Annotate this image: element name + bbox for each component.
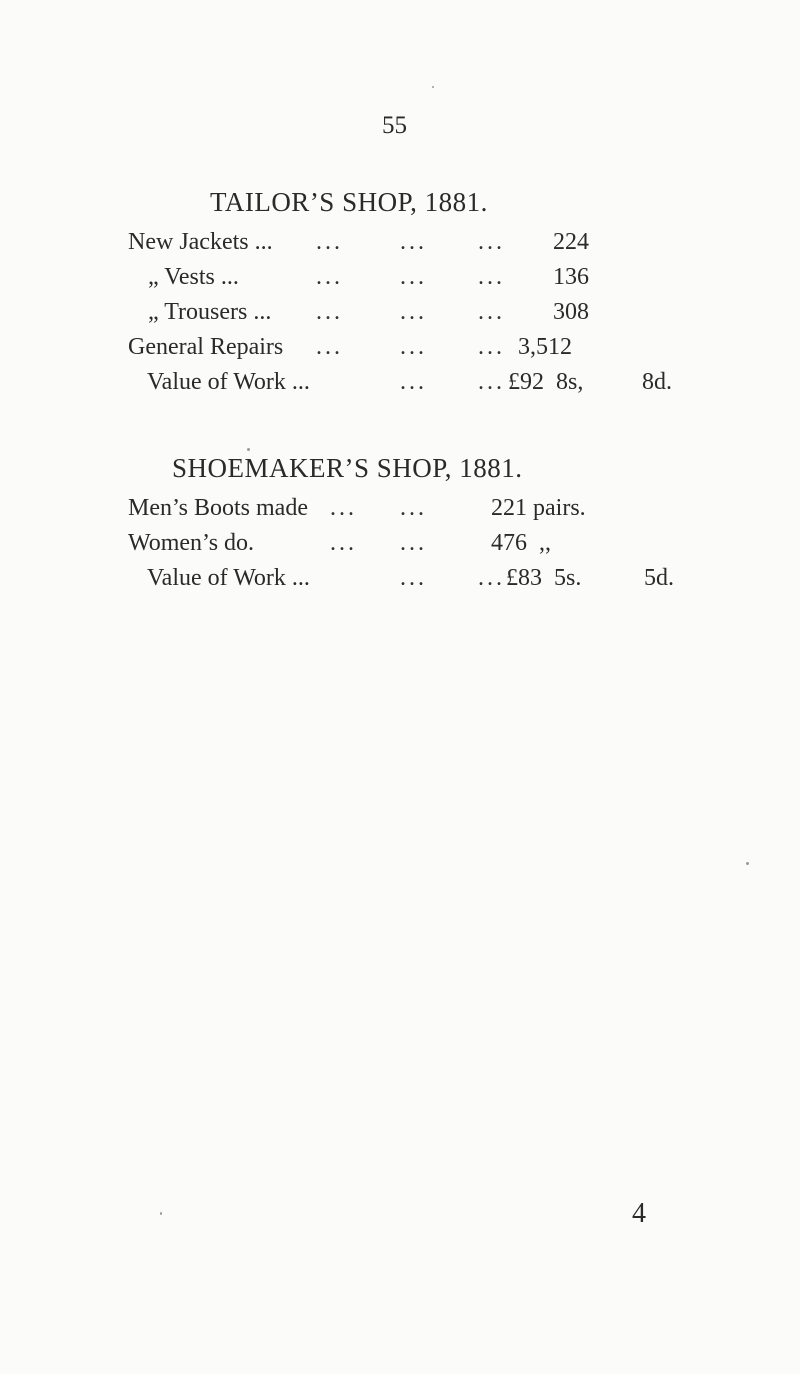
- paper-speck: [432, 86, 434, 88]
- table-row: [0, 369, 800, 405]
- row-value: 221 pairs.: [491, 495, 586, 521]
- leader-dots: ...: [478, 264, 505, 290]
- leader-dots: ...: [478, 229, 505, 255]
- row-label: „ Vests ...: [148, 264, 239, 290]
- leader-dots: ...: [400, 229, 427, 255]
- leader-dots: ...: [478, 565, 505, 591]
- row-value: 476 ,,: [491, 530, 551, 556]
- signature-mark: 4: [632, 1198, 646, 1229]
- row-label: „ Trousers ...: [148, 299, 272, 325]
- paper-speck: [247, 448, 250, 451]
- page-number: 55: [382, 112, 407, 139]
- shoemaker-shop-heading: SHOEMAKER’S SHOP, 1881.: [172, 453, 523, 483]
- row-label: Value of Work ...: [147, 369, 310, 395]
- row-label: Women’s do.: [128, 530, 255, 556]
- paper-speck: [160, 1212, 162, 1215]
- table-row: [0, 334, 800, 370]
- leader-dots: ...: [400, 369, 427, 395]
- row-label: New Jackets ...: [128, 229, 273, 255]
- leader-dots: ...: [316, 264, 343, 290]
- leader-dots: ...: [478, 369, 505, 395]
- leader-dots: ...: [478, 334, 505, 360]
- table-row: [0, 264, 800, 300]
- leader-dots: ...: [400, 565, 427, 591]
- table-row: [0, 495, 800, 531]
- leader-dots: ...: [400, 495, 427, 521]
- value-of-work-pence: 8d.: [642, 369, 672, 395]
- leader-dots: ...: [316, 299, 343, 325]
- paper-speck: [746, 862, 749, 865]
- leader-dots: ...: [400, 530, 427, 556]
- leader-dots: ...: [400, 264, 427, 290]
- table-row: [0, 565, 800, 601]
- table-row: [0, 299, 800, 335]
- leader-dots: ...: [478, 299, 505, 325]
- row-value: 3,512: [518, 334, 572, 360]
- value-of-work: £83 5s.: [506, 565, 582, 591]
- leader-dots: ...: [400, 299, 427, 325]
- row-label: General Repairs: [128, 334, 284, 360]
- row-value: 136: [553, 264, 589, 290]
- row-value: 224: [553, 229, 589, 255]
- leader-dots: ...: [330, 530, 357, 556]
- value-of-work: £92 8s,: [508, 369, 584, 395]
- table-row: [0, 229, 800, 265]
- leader-dots: ...: [316, 334, 343, 360]
- leader-dots: ...: [400, 334, 427, 360]
- row-label: Value of Work ...: [147, 565, 310, 591]
- leader-dots: ...: [316, 229, 343, 255]
- row-value: 308: [553, 299, 589, 325]
- tailor-shop-heading: TAILOR’S SHOP, 1881.: [210, 187, 488, 217]
- value-of-work-pence: 5d.: [644, 565, 674, 591]
- table-row: [0, 530, 800, 566]
- leader-dots: ...: [330, 495, 357, 521]
- row-label: Men’s Boots made: [128, 495, 308, 521]
